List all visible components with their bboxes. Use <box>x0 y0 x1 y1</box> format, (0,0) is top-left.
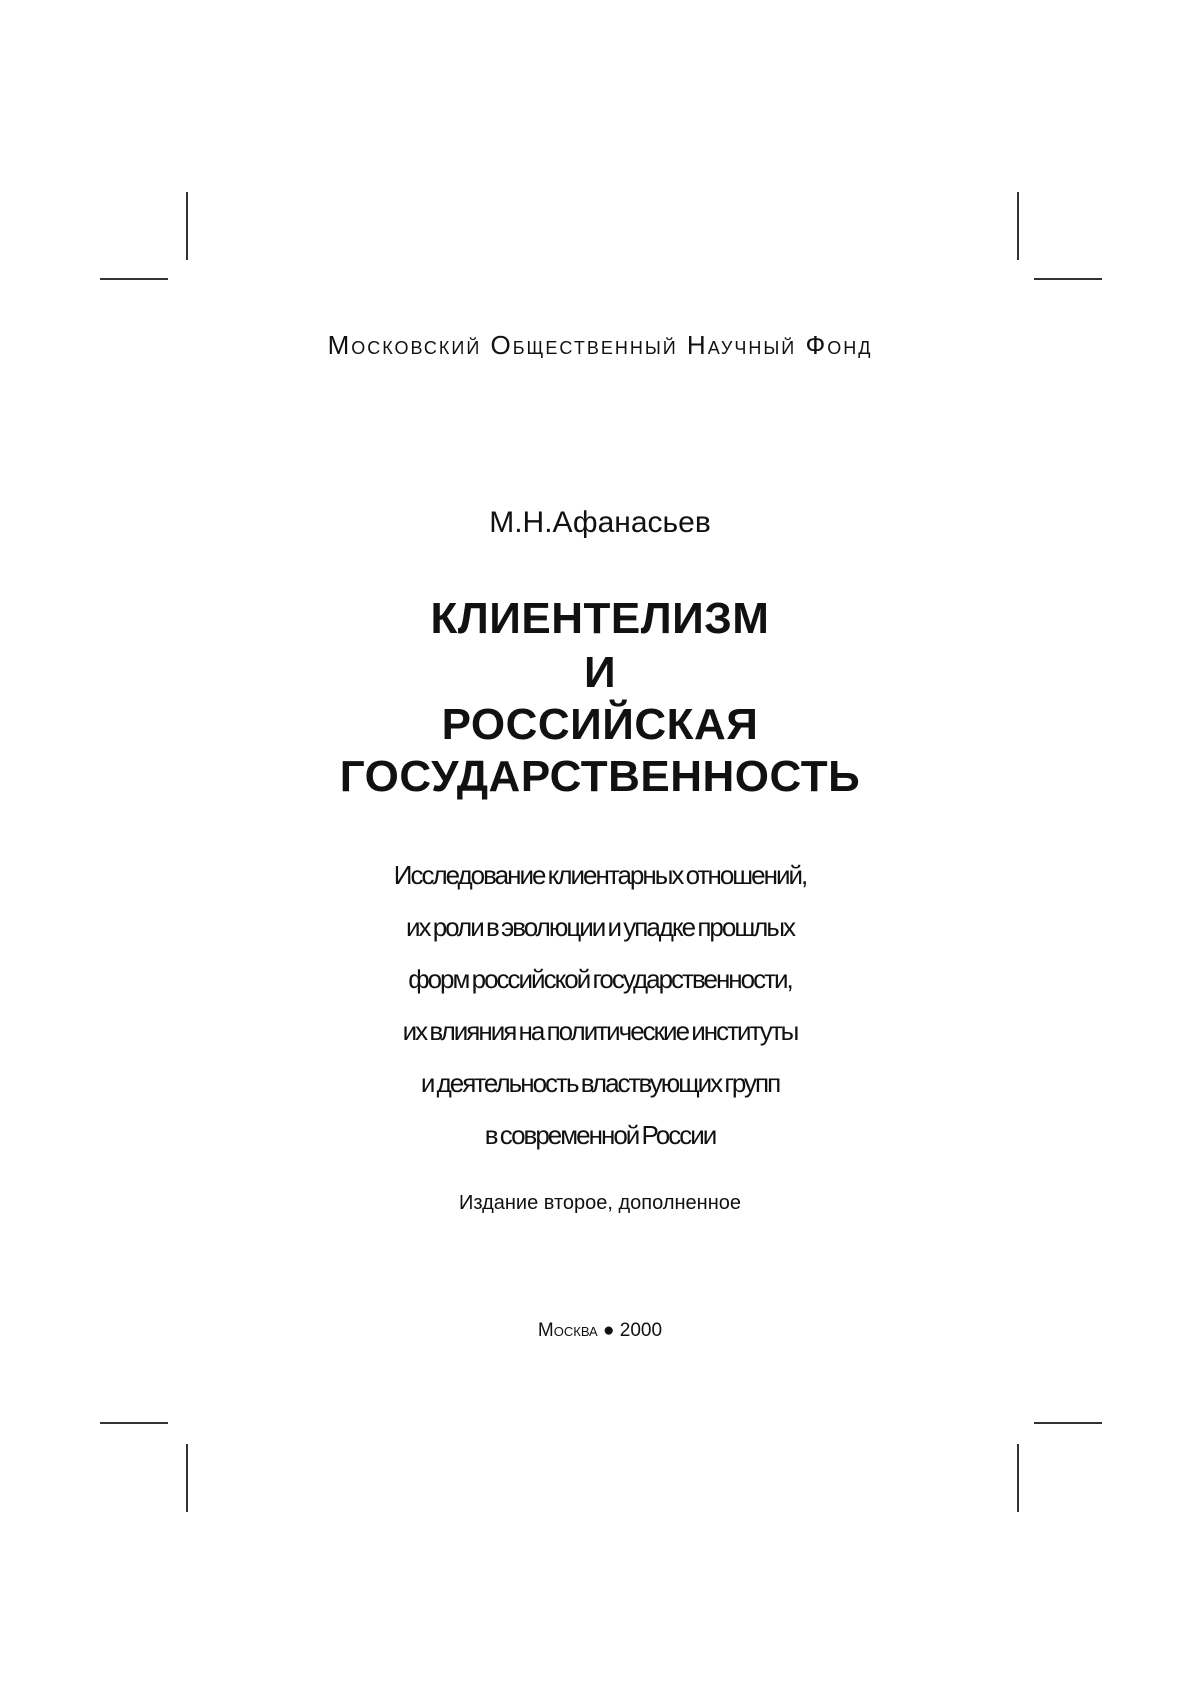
imprint-city: Москва <box>537 1320 598 1341</box>
crop-mark-top-left-horizontal <box>100 278 168 280</box>
title-line-2: И <box>583 648 617 697</box>
subtitle-line-1: Исследование клиентарных отношений, <box>393 860 807 890</box>
title-line-1: КЛИЕНТЕЛИЗМ <box>430 594 770 643</box>
subtitle-line-4: их влияния на политические институты <box>402 1016 798 1046</box>
imprint-year: 2000 <box>619 1320 663 1341</box>
title-line-4: ГОСУДАРСТВЕННОСТЬ <box>339 752 861 801</box>
title-line-3: РОССИЙСКАЯ <box>441 700 759 749</box>
imprint <box>0 1321 1200 1340</box>
crop-mark-bottom-left-horizontal <box>100 1422 168 1424</box>
crop-mark-top-left-vertical <box>186 192 188 260</box>
subtitle-line-6: в современной России <box>484 1120 716 1150</box>
edition-note: Издание второе, дополненное <box>458 1192 741 1214</box>
subtitle-line-2: их роли в эволюции и упадке прошлых <box>405 912 795 942</box>
subtitle-line-5: и деятельность властвующих групп <box>420 1068 780 1098</box>
crop-mark-bottom-right-horizontal <box>1034 1422 1102 1424</box>
subtitle-line-3: форм российской государственности, <box>408 964 792 994</box>
bullet-separator-icon: ● <box>603 1320 615 1341</box>
author-name: М.Н.Афанасьев <box>489 506 711 539</box>
crop-mark-bottom-left-vertical <box>186 1444 188 1512</box>
publisher-name: Московский Общественный Научный Фонд <box>327 330 873 360</box>
crop-mark-top-right-horizontal <box>1034 278 1102 280</box>
crop-mark-top-right-vertical <box>1017 192 1019 260</box>
crop-mark-bottom-right-vertical <box>1017 1444 1019 1512</box>
